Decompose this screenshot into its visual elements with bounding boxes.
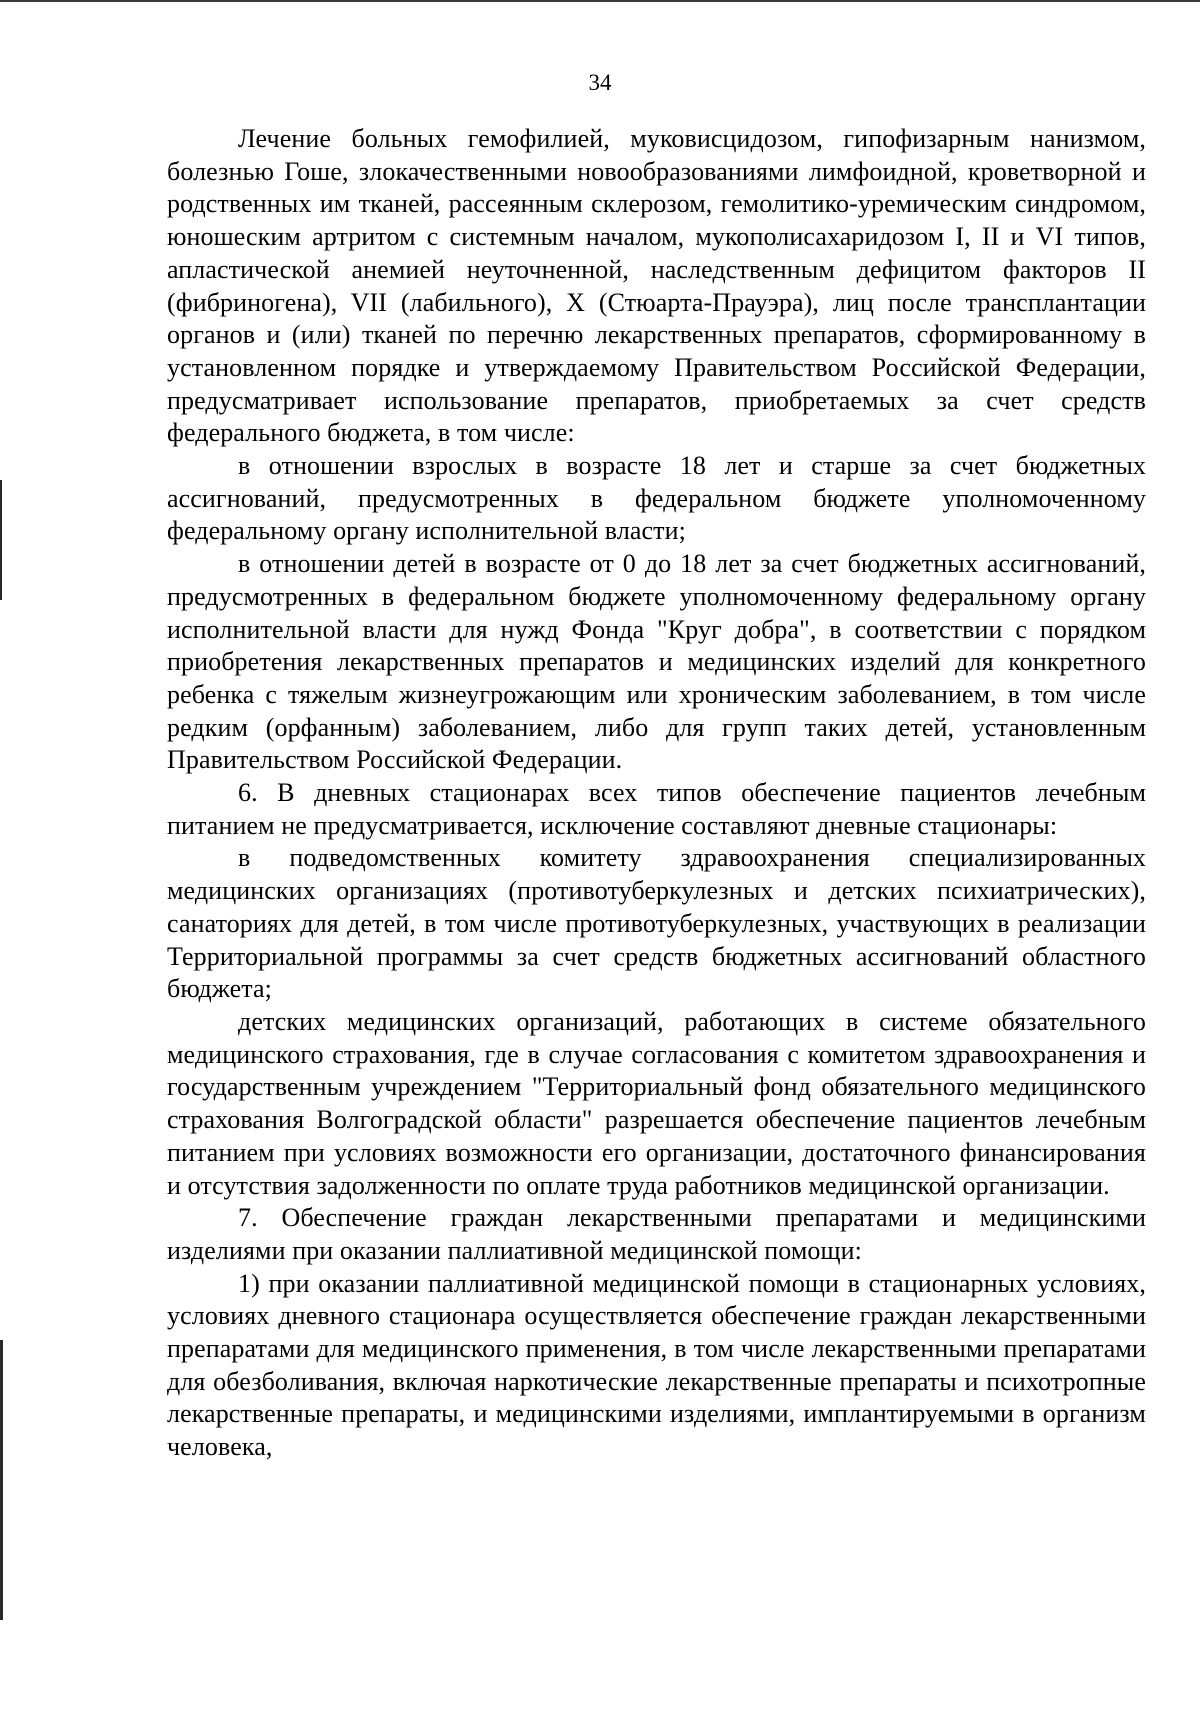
- document-body: [167, 123, 1146, 1464]
- paragraph: в подведомственных комитету здравоохранения специализированных медицинских организациях (противотуберкулезных и детских психиатрических), санаториях для детей, в том числе противотуберкулезных, участвующих в реализации Территориальной программы за счет средств бюджетных ассигнований областного бюджета;: [167, 843, 1146, 1004]
- page-number: 34: [588, 70, 612, 95]
- paragraph: в отношении взрослых в возрасте 18 лет и старше за счет бюджетных ассигнований, предусмотренных в федеральном бюджете уполномоченному федеральному органу исполнительной власти;: [167, 451, 1146, 546]
- paragraph: в отношении детей в возрасте от 0 до 18 лет за счет бюджетных ассигнований, предусмотренных в федеральном бюджете уполномоченному федеральному органу исполнительной власти для нужд Фонда "Круг добра", в соответствии с порядком приобретения лекарственных препаратов и медицинских изделий для конкретного ребенка с тяжелым жизнеугрожающим или хроническим заболеванием, в том числе редким (орфанным) заболеванием, либо для групп таких детей, установленным Правительством Российской Федерации.: [167, 549, 1146, 775]
- paragraph: Лечение больных гемофилией, муковисцидозом, гипофизарным нанизмом, болезнью Гоше, злокачественными новообразованиями лимфоидной, кроветворной и родственных им тканей, рассеянным склерозом, гемолитико-уремическим синдромом, юношеским артритом с системным началом, мукополисахаридозом I, II и VI типов, апластической анемией неуточненной, наследственным дефицитом факторов II (фибриногена), VII (лабильного), X (Стюарта-Прауэра), лиц после трансплантации органов и (или) тканей по перечню лекарственных препаратов, сформированному в установленном порядке и утверждаемому Правительством Российской Федерации, предусматривает использование препаратов, приобретаемых за счет средств федерального бюджета, в том числе:: [167, 124, 1147, 448]
- paragraph: 6. В дневных стационарах всех типов обеспечение пациентов лечебным питанием не предусматривается, исключение составляют дневные стационары:: [167, 778, 1146, 840]
- paragraph: 7. Обеспечение граждан лекарственными препаратами и медицинскими изделиями при оказании паллиативной медицинской помощи:: [167, 1203, 1146, 1265]
- scan-edge-mark: [0, 480, 2, 600]
- page-top-edge: [0, 0, 1200, 2]
- paragraph: детских медицинских организаций, работающих в системе обязательного медицинского страхования, где в случае согласования с комитетом здравоохранения и государственным учреждением "Территориальный фонд обязательного медицинского страхования Волгоградской области" разрешается обеспечение пациентов лечебным питанием при условиях возможности его организации, достаточного финансирования и отсутствия задолженности по оплате труда работников медицинской организации.: [167, 1006, 1146, 1200]
- scan-edge-mark: [0, 1340, 3, 1620]
- paragraph: 1) при оказании паллиативной медицинской помощи в стационарных условиях, условиях дневного стационара осуществляется обеспечение граждан лекарственными препаратами для медицинского применения, в том числе лекарственными препаратами для обезболивания, включая наркотические лекарственные препараты и психотропные лекарственные препараты, и медицинскими изделиями, имплантируемыми в организм человека,: [167, 1268, 1146, 1462]
